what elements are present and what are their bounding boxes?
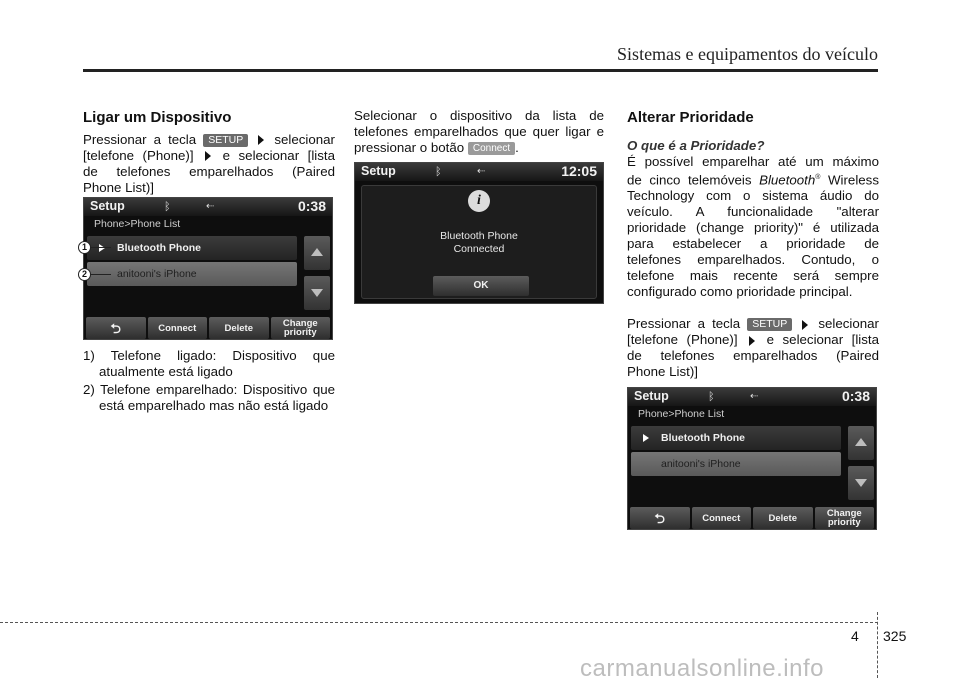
delete-button[interactable]: Delete [753, 507, 813, 529]
column-1 [83, 108, 335, 196]
callout-marker-1: 1 [78, 241, 91, 254]
play-icon [643, 434, 649, 442]
heading-change-priority: Alterar Prioridade [627, 109, 754, 126]
delete-button[interactable]: Delete [209, 317, 269, 339]
arrow-right-icon [749, 336, 755, 346]
connect-button[interactable]: Connect [692, 507, 752, 529]
screen-title: Setup [634, 389, 669, 403]
list-item-bluetooth-phone[interactable]: Bluetooth Phone [631, 426, 841, 450]
breadcrumb: Phone>Phone List [638, 408, 725, 420]
paragraph-select-device: Selecionar o dispositivo da lista de telefones emparelhados que quer ligar e pressionar o botão Connect . [354, 108, 604, 155]
list-item-anitooni-iphone[interactable]: anitooni's iPhone [87, 262, 297, 286]
change-priority-button[interactable]: Change priority [271, 317, 331, 339]
bottom-button-bar [84, 317, 332, 339]
footer-divider [877, 612, 878, 678]
setup-key-badge: SETUP [203, 134, 248, 147]
callout-marker-2: 2 [78, 268, 91, 281]
subheading-what-is-priority: O que é a Prioridade? [627, 138, 765, 153]
column-3 [627, 108, 879, 380]
column-2 [354, 108, 604, 156]
usb-icon: ⇠ [206, 201, 215, 212]
watermark: carmanualsonline.info [580, 655, 824, 682]
chevron-down-icon [311, 289, 323, 297]
bluetooth-icon: ᛒ [708, 391, 715, 403]
page-number: 325 [883, 628, 907, 644]
popup-dialog [361, 185, 597, 299]
popup-message-1: Bluetooth Phone [440, 230, 518, 242]
usb-icon: ⇠ [477, 166, 486, 177]
arrow-right-icon [258, 135, 264, 145]
column-1-list [83, 348, 335, 416]
running-header-title: Sistemas e equipamentos do veículo [617, 44, 878, 64]
usb-icon: ⇠ [750, 391, 759, 402]
phone-list-priority-screen [627, 387, 877, 530]
screen-title: Setup [361, 164, 396, 178]
back-arrow-icon: ⮌ [110, 320, 121, 336]
arrow-right-icon [205, 151, 211, 161]
list-item-connected-phone: 1) Telefone ligado: Dispositivo que atualmente está ligado [83, 348, 335, 379]
arrow-right-icon [802, 320, 808, 330]
back-button[interactable] [630, 507, 690, 529]
screen-clock: 0:38 [297, 198, 326, 214]
list-item-paired-phone: 2) Telefone emparelhado: Dispositivo que está emparelhado mas não está ligado [83, 382, 335, 413]
breadcrumb: Phone>Phone List [94, 218, 181, 230]
paragraph-connect-steps: Pressionar a tecla SETUP selecionar [telefone (Phone)] e selecionar [lista de telefones emparelhados (Paired Phone List)] [83, 132, 335, 195]
scroll-up-button[interactable] [848, 426, 874, 460]
setup-key-badge: SETUP [747, 318, 792, 331]
paragraph-priority-steps: Pressionar a tecla SETUP selecionar [telefone (Phone)] e selecionar [lista de telefones emparelhados (Paired Phone List)] [627, 316, 879, 380]
paragraph-priority-explanation: É possível emparelhar até um máximo de cinco telemóveis Bluetooth® Wireless Technology com o sistema áudio do veículo. A funcionalidade "alterar prioridade (change priority)" é utilizada para estabelecer a prioridade de telefones emparelhados. Contudo, o telefone mais recente será sempre configurado como prioridade principal. [627, 154, 879, 300]
info-icon: i [468, 190, 490, 212]
bottom-button-bar [628, 507, 876, 529]
list-item-anitooni-iphone[interactable]: anitooni's iPhone [631, 452, 841, 476]
play-icon [99, 244, 105, 252]
screen-clock: 12:05 [561, 163, 597, 179]
scroll-down-button[interactable] [848, 466, 874, 500]
bluetooth-icon: ᛒ [164, 201, 171, 213]
chevron-up-icon [855, 438, 867, 446]
back-button[interactable] [86, 317, 146, 339]
chevron-up-icon [311, 248, 323, 256]
chapter-number: 4 [851, 628, 859, 644]
change-priority-button[interactable]: Change priority [815, 507, 875, 529]
connected-screen [354, 162, 604, 304]
back-arrow-icon: ⮌ [654, 510, 665, 526]
bluetooth-icon: ᛒ [435, 166, 442, 178]
ok-button[interactable]: OK [433, 276, 529, 296]
phone-list-screen [83, 197, 333, 340]
chevron-down-icon [855, 479, 867, 487]
connect-button[interactable]: Connect [148, 317, 208, 339]
header-rule [83, 69, 878, 72]
list-item-bluetooth-phone[interactable]: Bluetooth Phone [87, 236, 297, 260]
footer-rule [0, 622, 878, 623]
scroll-down-button[interactable] [304, 276, 330, 310]
screen-clock: 0:38 [841, 388, 870, 404]
screen-title: Setup [90, 199, 125, 213]
popup-message-2: Connected [453, 243, 505, 255]
callout-leader-1 [91, 247, 111, 248]
scroll-up-button[interactable] [304, 236, 330, 270]
connect-key-badge: Connect [468, 142, 515, 155]
callout-leader-2 [91, 274, 111, 275]
heading-connect-device: Ligar um Dispositivo [83, 109, 232, 126]
